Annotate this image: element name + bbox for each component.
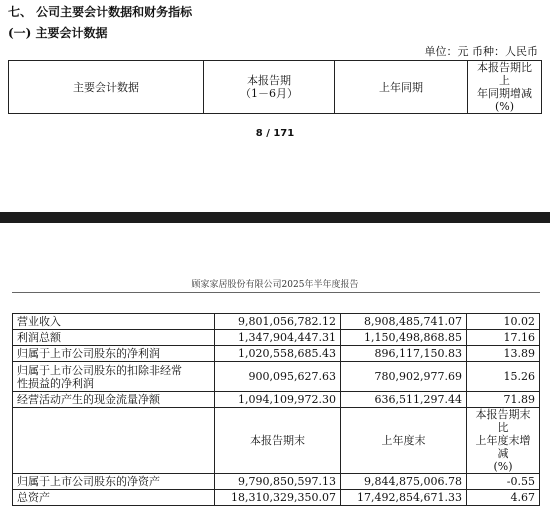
row-change: 10.02 [467, 314, 540, 330]
header-change-line2: 年同期增减 [477, 87, 532, 100]
table-row [13, 362, 540, 392]
row-label: 总资产 [13, 490, 215, 506]
row-prior: 780,902,977.69 [341, 362, 467, 392]
financial-data-table [12, 313, 540, 506]
row-current: 1,347,904,447.31 [215, 330, 341, 346]
header-current-line2: （1－6月） [240, 87, 298, 100]
subheader-current: 本报告期末 [215, 408, 341, 474]
row-prior: 896,117,150.83 [341, 346, 467, 362]
table-row [13, 490, 540, 506]
row-label: 营业收入 [13, 314, 215, 330]
page-number: 8 / 171 [255, 128, 295, 139]
table-row [13, 392, 540, 408]
table-row [13, 314, 540, 330]
row-current: 18,310,329,350.07 [215, 490, 341, 506]
report-title: 顾家家居股份有限公司2025年半年度报告 [191, 280, 359, 290]
row-label-line1: 归属于上市公司股东的扣除非经常 [17, 363, 182, 377]
subheader-change-line1: 本报告期末比 [475, 408, 531, 434]
row-prior: 1,150,498,868.85 [341, 330, 467, 346]
subheader-change-line2: 上年度末增减 [475, 434, 531, 460]
row-prior: 9,844,875,006.78 [341, 474, 467, 490]
page-divider [0, 212, 550, 223]
subsection-heading: (一) 主要会计数据 [8, 26, 108, 40]
row-label: 经营活动产生的现金流量净额 [13, 392, 215, 408]
row-change: 15.26 [467, 362, 540, 392]
row-label-line2: 性损益的净利润 [17, 376, 94, 390]
row-current: 9,801,056,782.12 [215, 314, 341, 330]
row-change: 71.89 [467, 392, 540, 408]
header-col-main-data: 主要会计数据 [9, 61, 204, 114]
row-label: 归属于上市公司股东的净资产 [13, 474, 215, 490]
row-label [13, 362, 215, 392]
subheader-change-line3: (%) [493, 460, 513, 473]
header-col-prior-period: 上年同期 [335, 61, 468, 114]
row-prior: 17,492,854,671.33 [341, 490, 467, 506]
unit-label: 单位：元 币种：人民币 [424, 45, 538, 58]
table-row [13, 474, 540, 490]
row-label: 利润总额 [13, 330, 215, 346]
subheader-blank [13, 408, 215, 474]
top-table-header [8, 60, 542, 114]
row-change: 13.89 [467, 346, 540, 362]
row-current: 900,095,627.63 [215, 362, 341, 392]
row-change: 17.16 [467, 330, 540, 346]
header-col-current-period [204, 61, 335, 114]
header-change-line3: (%) [494, 100, 515, 113]
row-current: 9,790,850,597.13 [215, 474, 341, 490]
row-change: 4.67 [467, 490, 540, 506]
header-rule [12, 292, 540, 293]
subheader-prior: 上年度末 [341, 408, 467, 474]
table-subheader [13, 408, 540, 474]
subheader-change [467, 408, 540, 474]
table-row [13, 330, 540, 346]
row-label: 归属于上市公司股东的净利润 [13, 346, 215, 362]
section-heading: 七、 公司主要会计数据和财务指标 [8, 5, 193, 19]
header-change-line1: 本报告期比上 [477, 61, 532, 87]
row-prior: 8,908,485,741.07 [341, 314, 467, 330]
row-current: 1,020,558,685.43 [215, 346, 341, 362]
table-row [13, 346, 540, 362]
header-col-change [468, 61, 542, 114]
row-change: -0.55 [467, 474, 540, 490]
row-current: 1,094,109,972.30 [215, 392, 341, 408]
header-current-line1: 本报告期 [247, 74, 291, 87]
row-prior: 636,511,297.44 [341, 392, 467, 408]
